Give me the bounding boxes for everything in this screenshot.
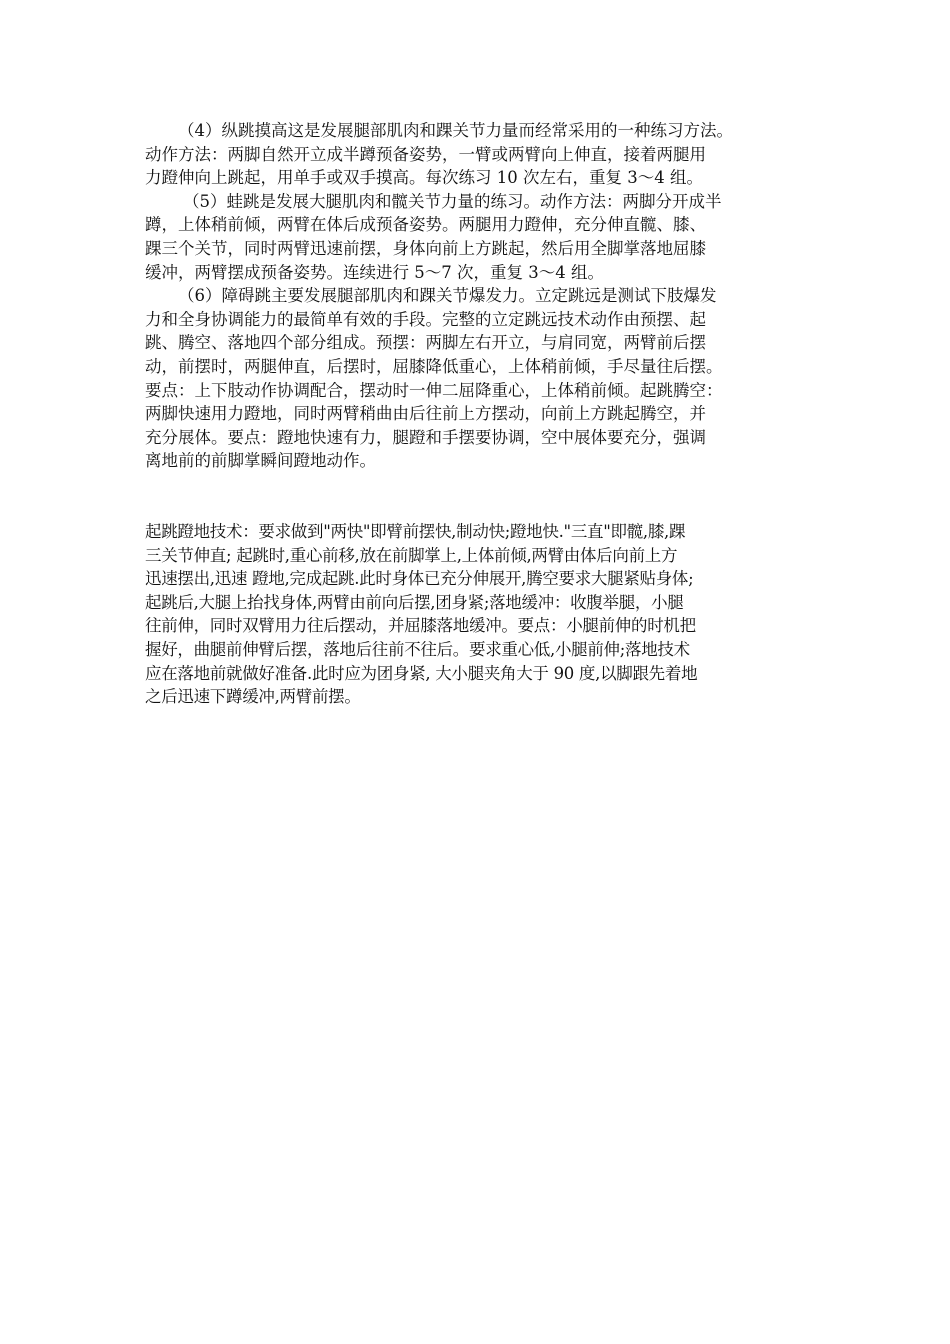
text-line: 起跳蹬地技术：要求做到"两快"即臂前摆快,制动快;蹬地快."三直"即髋,膝,踝 bbox=[145, 522, 686, 541]
text-line: 之后迅速下蹲缓冲,两臂前摆。 bbox=[145, 687, 361, 707]
text-line: 动，前摆时，两腿伸直，后摆时，屈膝降低重心，上体稍前倾，手尽量往后摆。 bbox=[145, 356, 723, 376]
text-line: 两脚快速用力蹬地，同时两臂稍曲由后往前上方摆动，向前上方跳起腾空，并 bbox=[145, 404, 706, 424]
text-line: 三关节伸直; 起跳时,重心前移,放在前脚掌上,上体前倾,两臂由体后向前上方 bbox=[145, 545, 678, 565]
main-text-block bbox=[145, 119, 825, 473]
text-line: 起跳后,大腿上抬找身体,两臂由前向后摆,团身紧;落地缓冲：收腹举腿，小腿 bbox=[145, 592, 684, 612]
text-line: 力和全身协调能力的最简单有效的手段。完整的立定跳远技术动作由预摆、起 bbox=[145, 309, 706, 329]
text-line: 蹲，上体稍前倾，两臂在体后成预备姿势。两腿用力蹬伸，充分伸直髋、膝、 bbox=[145, 215, 706, 235]
text-line: 应在落地前就做好准备.此时应为团身紧, 大小腿夹角大于 90 度,以脚跟先着地 bbox=[145, 663, 698, 683]
text-line: 要点：上下肢动作协调配合，摆动时一伸二屈降重心，上体稍前倾。起跳腾空： bbox=[145, 380, 723, 400]
text-line: 动作方法：两脚自然开立成半蹲预备姿势，一臂或两臂向上伸直，接着两腿用 bbox=[145, 144, 706, 164]
text-line: 踝三个关节，同时两臂迅速前摆，身体向前上方跳起，然后用全脚掌落地屈膝 bbox=[145, 238, 706, 258]
paragraph-takeoff-technique bbox=[145, 520, 825, 709]
text-line: 力蹬伸向上跳起，用单手或双手摸高。每次练习 10 次左右，重复 3～4 组。 bbox=[145, 168, 703, 188]
paragraph-obstacle-jump bbox=[145, 284, 825, 473]
text-line: 往前伸，同时双臂用力往后摆动，并屈膝落地缓冲。要点：小腿前伸的时机把 bbox=[145, 616, 696, 636]
text-line: 跳、腾空、落地四个部分组成。预摆：两脚左右开立，与肩同宽，两臂前后摆 bbox=[145, 333, 706, 353]
text-line: 迅速摆出,迅速 蹬地,完成起跳.此时身体已充分伸展开,腾空要求大腿紧贴身体; bbox=[145, 569, 694, 589]
text-line: 离地前的前脚掌瞬间蹬地动作。 bbox=[145, 451, 376, 471]
paragraph-vertical-jump bbox=[145, 119, 825, 190]
text-line: 缓冲，两臂摆成预备姿势。连续进行 5～7 次，重复 3～4 组。 bbox=[145, 262, 604, 282]
text-line: 充分展体。要点：蹬地快速有力，腿蹬和手摆要协调，空中展体要充分，强调 bbox=[145, 427, 706, 447]
text-line: 握好，曲腿前伸臂后摆，落地后往前不往后。要求重心低,小腿前伸;落地技术 bbox=[145, 639, 690, 659]
paragraph-frog-jump bbox=[145, 190, 825, 284]
text-line: （6）障碍跳主要发展腿部肌肉和踝关节爆发力。立定跳远是测试下肢爆发 bbox=[178, 286, 717, 306]
text-line: （5）蛙跳是发展大腿肌肉和髋关节力量的练习。动作方法：两脚分开成半 bbox=[183, 191, 722, 211]
text-line: （4）纵跳摸高这是发展腿部肌肉和踝关节力量而经常采用的一种练习方法。 bbox=[178, 121, 733, 140]
takeoff-technique-block bbox=[145, 520, 825, 709]
